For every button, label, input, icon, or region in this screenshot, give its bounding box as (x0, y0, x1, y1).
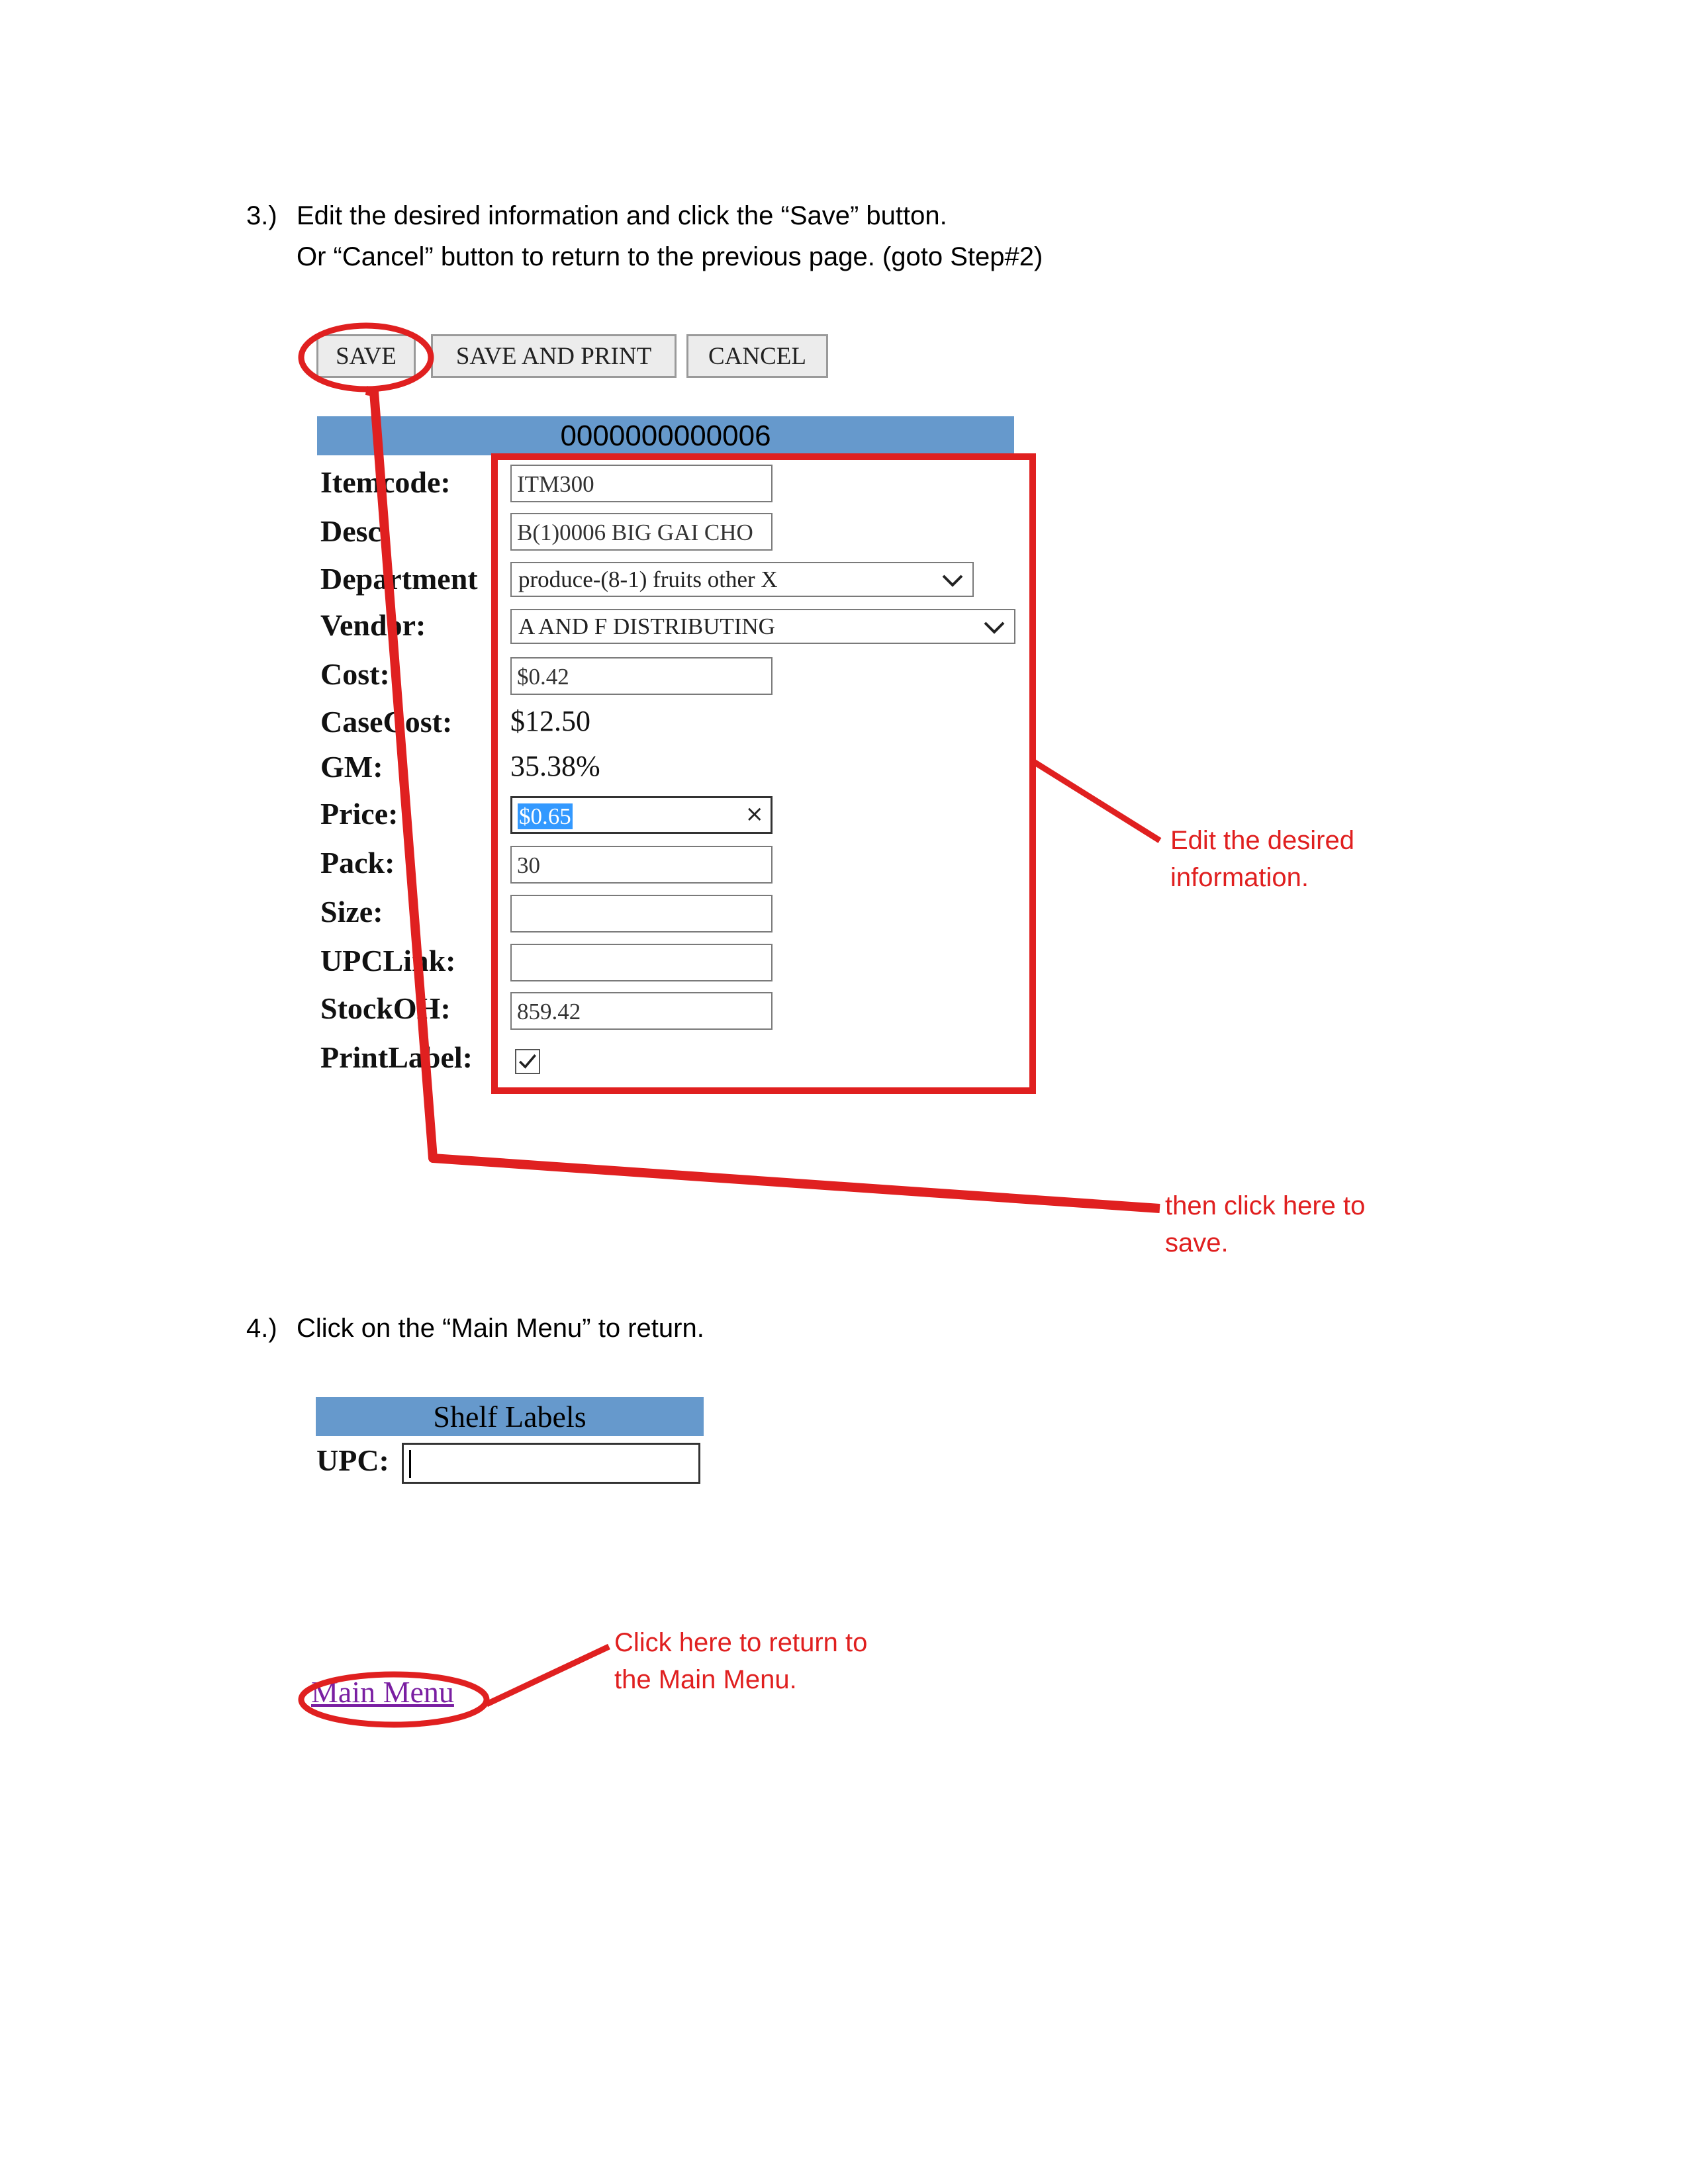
size-input[interactable] (510, 895, 773, 933)
label-upclink: UPCLink: (320, 944, 456, 978)
upc-input[interactable] (402, 1443, 700, 1484)
item-upc-header: 0000000000006 (317, 416, 1014, 455)
text-cursor (409, 1450, 411, 1478)
price-selected-text: $0.65 (519, 803, 571, 829)
menu-note-line2: the Main Menu. (614, 1665, 797, 1694)
edit-note-line2: information. (1170, 863, 1309, 892)
chevron-down-icon (981, 614, 1008, 641)
main-menu-link[interactable]: Main Menu (311, 1675, 454, 1709)
shelf-labels-header: Shelf Labels (316, 1397, 704, 1436)
checkmark-icon (516, 1050, 539, 1073)
department-selected-value: produce-(8-1) fruits other X (518, 567, 778, 592)
pack-input[interactable]: 30 (510, 846, 773, 884)
printlabel-checkbox[interactable] (515, 1049, 540, 1074)
step3-number: 3.) (246, 201, 277, 230)
step4-number: 4.) (246, 1314, 277, 1343)
department-select[interactable] (510, 562, 974, 597)
save-note-line2: save. (1165, 1228, 1229, 1257)
label-casecost: CaseCost: (320, 705, 453, 739)
save-note-line1: then click here to (1165, 1191, 1366, 1220)
label-size: Size: (320, 895, 383, 929)
price-input[interactable] (510, 796, 773, 834)
save-button[interactable]: SAVE (316, 334, 416, 378)
label-pack: Pack: (320, 846, 395, 880)
stockoh-input[interactable]: 859.42 (510, 992, 773, 1030)
upclink-input[interactable] (510, 944, 773, 981)
upc-label: UPC: (316, 1443, 389, 1477)
label-cost: Cost: (320, 657, 390, 691)
step4-line1: Click on the “Main Menu” to return. (297, 1314, 704, 1343)
desc-input[interactable]: B(1)0006 BIG GAI CHO (510, 513, 773, 551)
label-department: Department (320, 562, 478, 596)
clear-icon[interactable]: × (745, 801, 764, 827)
vendor-select[interactable] (510, 609, 1015, 644)
save-and-print-button[interactable]: SAVE AND PRINT (431, 334, 677, 378)
cancel-button[interactable]: CANCEL (686, 334, 828, 378)
step3-line1: Edit the desired information and click the “Save” button. (297, 201, 947, 230)
label-desc: Desc: (320, 514, 392, 548)
label-gm: GM: (320, 750, 383, 784)
label-stockoh: StockOH: (320, 991, 451, 1025)
edit-note-line1: Edit the desired (1170, 826, 1354, 855)
itemcode-input[interactable]: ITM300 (510, 465, 773, 502)
menu-note-line1: Click here to return to (614, 1628, 868, 1657)
gm-value: 35.38% (510, 750, 600, 782)
cost-input[interactable]: $0.42 (510, 657, 773, 695)
label-vendor: Vendor: (320, 608, 426, 642)
label-printlabel: PrintLabel: (320, 1040, 473, 1074)
casecost-value: $12.50 (510, 705, 590, 737)
vendor-selected-value: A AND F DISTRIBUTING (518, 614, 775, 639)
edit-callout-line (1033, 761, 1160, 841)
menu-callout-line (487, 1647, 609, 1704)
chevron-down-icon (939, 567, 966, 594)
step3-line2: Or “Cancel” button to return to the previous page. (goto Step#2) (297, 242, 1043, 271)
label-price: Price: (320, 797, 399, 831)
label-itemcode: Itemcode: (320, 465, 451, 499)
